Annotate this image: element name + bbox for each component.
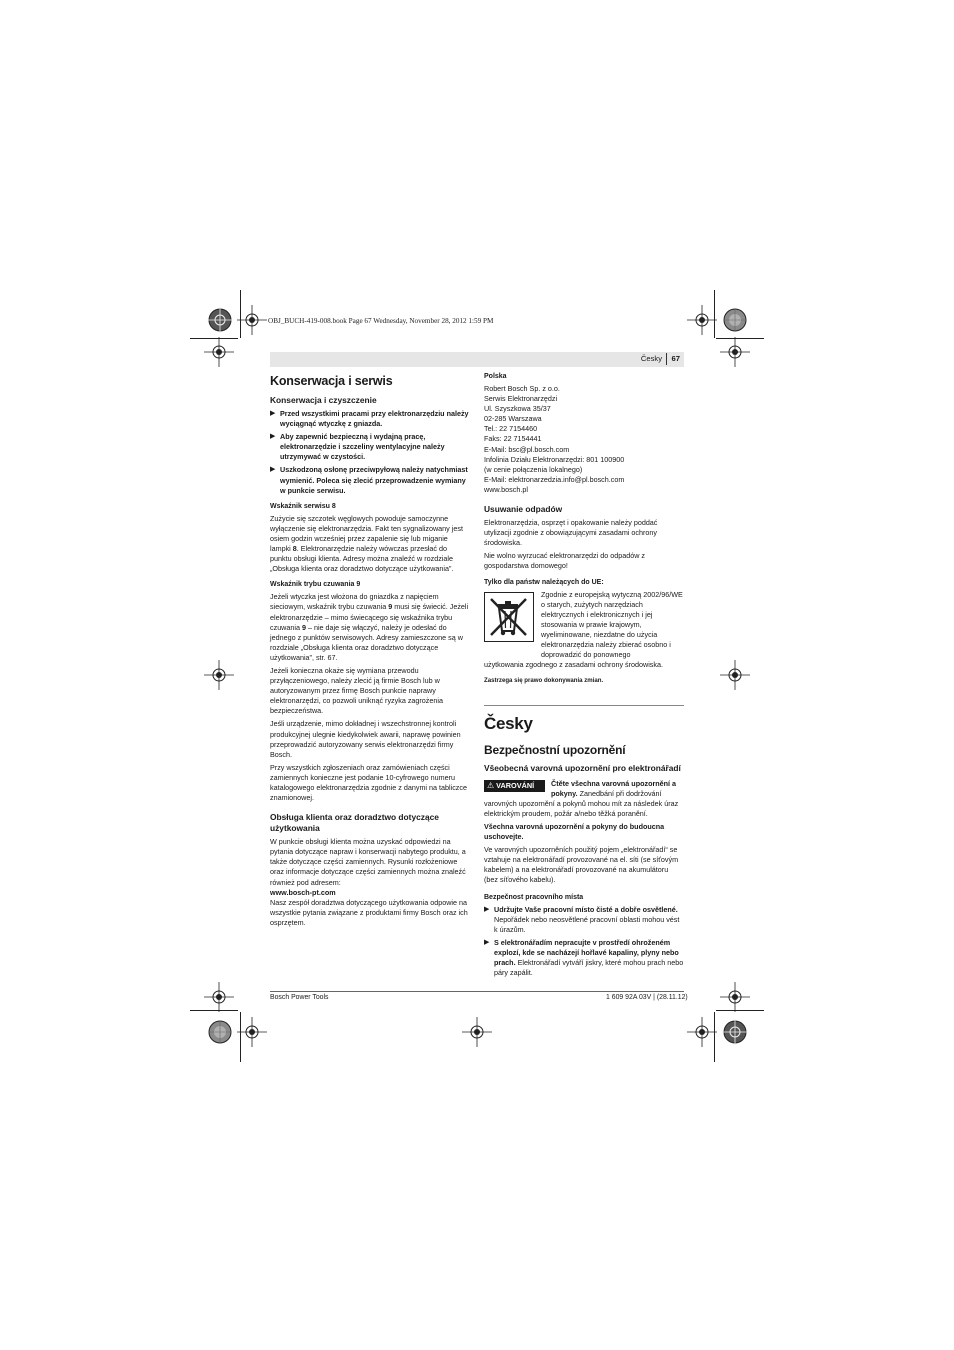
rights-reserved: Zastrzega się prawo dokonywania zmian. <box>484 676 604 684</box>
paragraph-team: Nasz zespół doradztwa dotyczącego użytkowania odpowie na wszystkie pytania związane z produktami firmy Bosch oraz ich osprzętem. <box>270 897 468 927</box>
bullet-unplug: ▶ Przed wszystkimi pracami przy elektronarzędziu należy wyciągnąć wtyczkę z gniazda. <box>270 409 469 429</box>
heading-service-indicator: Wskaźnik serwisu 8 <box>270 502 336 510</box>
address-line: www.bosch.pl <box>484 484 528 494</box>
crosshair-target-icon <box>720 982 750 1012</box>
crosshair-target-icon <box>237 305 267 335</box>
crosshair-target-icon <box>462 1017 492 1047</box>
warning-triangle-icon: ⚠ <box>487 780 495 790</box>
warning-badge: ⚠ VAROVÁNÍ <box>484 780 545 792</box>
arrow-bullet-icon: ▶ <box>484 938 490 946</box>
arrow-bullet-icon: ▶ <box>270 433 276 441</box>
section-title-maintenance: Konserwacja i serwis <box>270 374 393 388</box>
address-line: 02-285 Warszawa <box>484 414 542 424</box>
subheading-general-warnings: Všeobecná varovná upozornění pro elektronářadí <box>484 762 681 773</box>
crosshair-target-icon <box>204 660 234 690</box>
crosshair-target-icon <box>720 337 750 367</box>
address-line: Serwis Elektronarzędzi <box>484 394 558 404</box>
address-block <box>484 384 684 495</box>
crosshair-target-icon <box>687 1017 717 1047</box>
weee-block <box>484 590 684 660</box>
arrow-bullet-icon: ▶ <box>270 466 276 474</box>
registration-target-icon <box>205 305 235 335</box>
crosshair-target-icon <box>720 660 750 690</box>
subheading-customer-service: Obsługa klienta oraz doradztwo dotyczące użytkowania <box>270 812 439 834</box>
arrow-bullet-icon: ▶ <box>484 905 490 913</box>
address-line: Infolinia Działu Elektronarzędzi: 801 100900 <box>484 454 625 464</box>
heading-standby-indicator: Wskaźnik trybu czuwania 9 <box>270 581 361 589</box>
section-divider <box>484 705 684 706</box>
crosshair-target-icon <box>237 1017 267 1047</box>
weee-tail-text: użytkowania zgodnego z zasadami ochrony środowiska. <box>484 659 663 669</box>
page-number: 67 <box>671 354 680 363</box>
paragraph-repair: Jeśli urządzenie, mimo dokładnej i wszechstronnej kontroli produkcyjnej ulegnie kiedykolwiek awarii, naprawę powinien przeprowadzić autoryzowany serwis elektronarzędzi firmy Bosch. <box>270 719 461 759</box>
address-line: E-Mail: bsc@pl.bosch.com <box>484 444 570 454</box>
paragraph-brushes: Zużycie się szczotek węglowych powoduje samoczynne wyłączenie się elektronarzędzia. Fakt ten sygnalizowany jest osiem godzin wcześniej przez zapalenie się lub miganie lampki 8. Elektronarzędzie należy wówczas przesłać do punktu obsługi klienta. Adresy można znaleźć w rozdziale „Obsługa klienta oraz doradztwo dotyczące użytkowania”. <box>270 513 463 574</box>
footer-rule <box>270 991 684 992</box>
bullet-clean-workplace: ▶ Udržujte Vaše pracovní místo čisté a dobře osvětlené. Nepořádek nebo neosvětlené pracovní oblasti mohou vést k úrazům. <box>484 904 680 934</box>
print-info-line: OBJ_BUCH-419-008.book Page 67 Wednesday, November 28, 2012 1:59 PM <box>268 317 494 325</box>
address-line: Robert Bosch Sp. z o.o. <box>484 384 560 393</box>
paragraph-cord: Jeżeli konieczna okaże się wymiana przewodu przyłączeniowego, należy zlecić ją firmie Bosch lub w autoryzowanym przez firmę Bosch punkcie naprawy elektronarzędzi, co pozwoli uniknąć ryzyka zagrożenia bezpieczeństwa. <box>270 665 443 716</box>
paragraph-term-definition: Ve varovných upozorněních použitý pojem „elektronářadí“ se vztahuje na elektronářadí provozované na el. síti (se síťovým kabelem) a na elektronářadí provozované na akumulátoru (bez síťového kabelu). <box>484 845 679 885</box>
address-line: E-Mail: elektronarzedzia.info@pl.bosch.com <box>484 474 625 484</box>
color-wheel-target-icon <box>720 305 750 335</box>
crosshair-target-icon <box>204 982 234 1012</box>
header-language: Česky <box>640 354 662 363</box>
header-separator <box>666 353 667 365</box>
weee-side-text: Zgodnie z europejską wytyczną 2002/96/WE o starych, zużytych narzędziach elektrycznych i elektronicznych i jej stosowania w prawie krajowym, wyeliminowane, niezdatne do użycia elektronarzędzia należy zbierać osobno i doprowadzić do ponownego <box>541 589 683 660</box>
subheading-cleaning: Konserwacja i czyszczenie <box>270 395 377 405</box>
paragraph-service: W punkcie obsługi klienta można uzyskać odpowiedzi na pytania dotyczące napraw i konserwacji nabytego produktu, a także dotyczące części zamiennych. Rysunki rozłożeniowe oraz informacje dotyczące części zamiennych można znaleźć również pod adresem: <box>270 837 466 887</box>
address-line: Ul. Szyszkowa 35/37 <box>484 404 551 414</box>
paragraph-disposal-2: Nie wolno wyrzucać elektronarzędzi do odpadów z gospodarstwa domowego! <box>484 551 646 571</box>
bullet-clean: ▶ Aby zapewnić bezpieczną i wydajną pracę, elektronarzędzie i szczeliny wentylacyjne należy utrzymywać w czystości. <box>270 432 445 462</box>
language-title-czech: Česky <box>484 713 533 733</box>
service-url: www.bosch-pt.com <box>270 887 336 897</box>
bullet-dust-cover: ▶ Uszkodzoną osłonę przeciwpyłową należy natychmiast wymienić. Poleca się zlecić przeprowadzenie wymiany w punkcie serwisu. <box>270 465 468 495</box>
left-column <box>270 370 470 931</box>
warning-paragraph: ⚠ VAROVÁNÍ Čtěte všechna varovná upozornění a pokyny. Zanedbání při dodržování varovných upozornění a pokynů mohou mít za následek úraz elektrickým proudem, požár a/nebo těžká poranění. <box>484 778 679 818</box>
address-line: (w cenie połączenia lokalnego) <box>484 464 583 474</box>
crossed-bin-icon <box>484 592 534 642</box>
right-column <box>484 370 684 981</box>
color-wheel-target-icon <box>205 1017 235 1047</box>
country-heading: Polska <box>484 373 507 380</box>
address-line: Faks: 22 7154441 <box>484 434 542 444</box>
paragraph-keep-instructions: Všechna varovná upozornění a pokyny do budoucna uschovejte. <box>484 821 665 842</box>
subheading-disposal: Usuwanie odpadów <box>484 504 563 515</box>
page-header <box>270 352 684 367</box>
crosshair-target-icon <box>687 305 717 335</box>
registration-target-icon <box>720 1017 750 1047</box>
paragraph-order: Przy wszystkich zgłoszeniach oraz zamówieniach części zamiennych konieczne jest podanie 10-cyfrowego numeru katalogowego elektronarzędzia zgodnie z danymi na tabliczce znamionowej. <box>270 762 467 803</box>
paragraph-standby: Jeżeli wtyczka jest włożona do gniazdka z napięciem sieciowym, wskaźnik trybu czuwania 9 musi się świecić. Jeżeli elektronarzędzie – mimo świecącego się wskaźnika trybu czuwania 9 – nie daje się włączyć, należy je odesłać do jednego z punktów serwisowych. Adresy zamieszczone są w rozdziale „Obsługa klienta oraz doradztwo dotyczące użytkowania”, str. 67. <box>270 592 469 662</box>
crosshair-target-icon <box>204 337 234 367</box>
heading-safety: Bezpečnostní upozornění <box>484 742 626 757</box>
address-line: Tel.: 22 7154460 <box>484 424 538 434</box>
heading-eu-only: Tylko dla państw należących do UE: <box>484 578 604 586</box>
arrow-bullet-icon: ▶ <box>270 410 276 417</box>
paragraph-disposal-1: Elektronarzędzia, osprzęt i opakowanie należy poddać utylizacji zgodnie z obowiązującymi zasadami ochrony środowiska. <box>484 518 658 548</box>
footer-brand: Bosch Power Tools <box>270 994 329 1001</box>
footer-code: 1 609 92A 03V | (28.11.12) <box>606 994 688 1001</box>
heading-work-area: Bezpečnost pracovního místa <box>484 893 584 901</box>
bullet-explosive-atmosphere: ▶ S elektronářadím nepracujte v prostředí ohroženém explozí, kde se nacházejí hořlavé kapaliny, plyny nebo prach. Elektronářadí vytváří jiskry, které mohou prach nebo páry zapálit. <box>484 937 684 978</box>
